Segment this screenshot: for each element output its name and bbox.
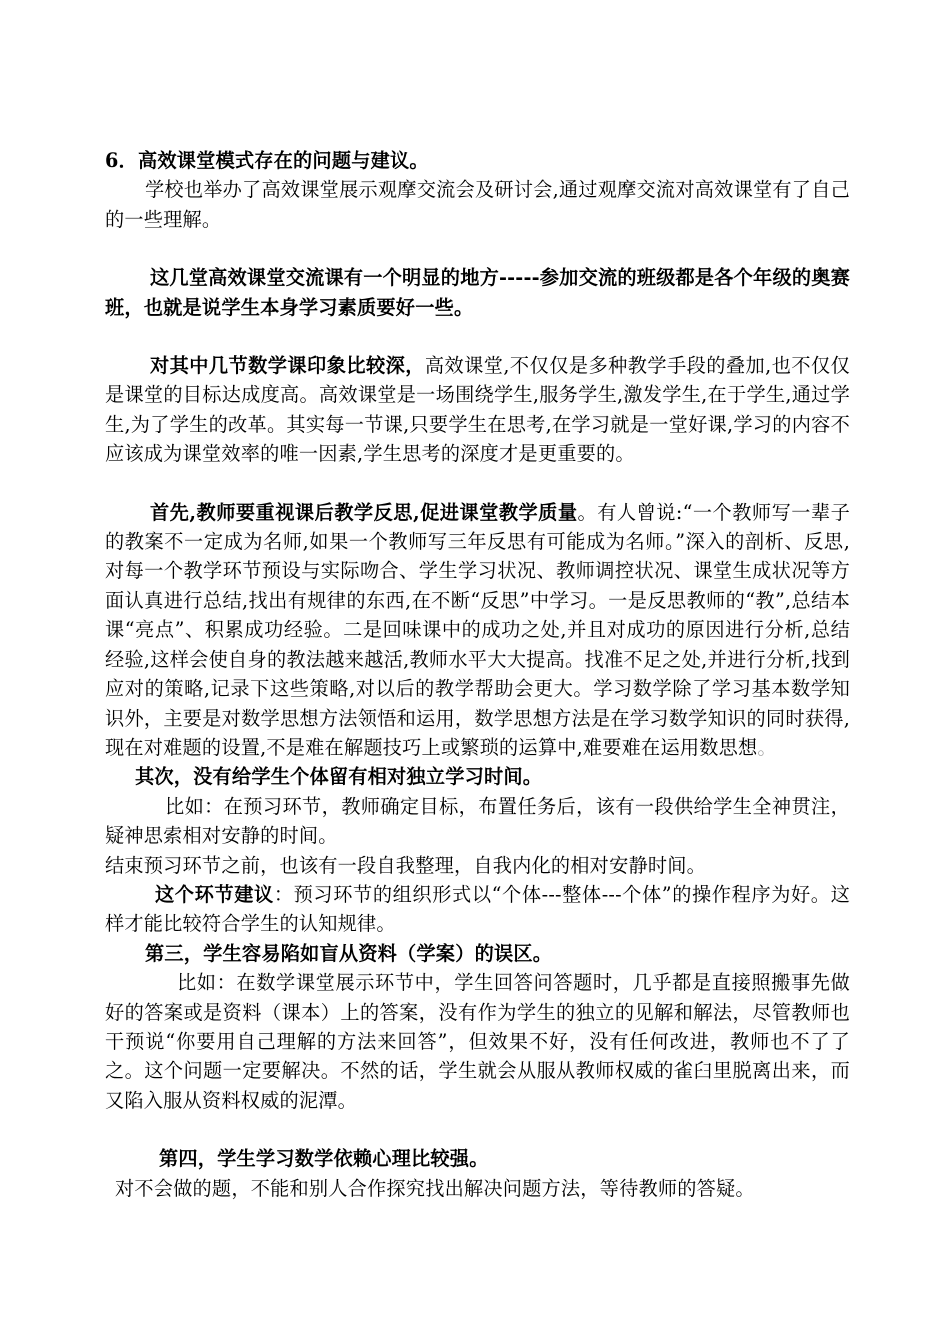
paragraph-lead: 对其中几节数学课印象比较深， xyxy=(150,354,425,378)
paragraph-example-preview: 比如：在预习环节，教师确定目标，布置任务后，该有一段供给学生全神贯注，疑神思索相对安静的时间。 xyxy=(105,794,850,848)
paragraph-body: ：预习环节的组织形式以“个体---整体---个体”的操作程序为好。这样才能比较符合学生的认知规律。 xyxy=(105,882,850,936)
paragraph-math-impression xyxy=(105,351,850,469)
paragraph-body: 高效课堂,不仅仅是多种教学手段的叠加,也不仅仅是课堂的目标达成度高。高效课堂是一场围绕学生,服务学生,激发学生,在于学生,通过学生,为了学生的改革。其实每一节课,只要学生在思考,在学习就是一堂好课,学习的内容不应该成为课堂效率的唯一因素,学生思考的深度才是更重要的。 xyxy=(105,354,850,466)
paragraph-gap xyxy=(105,322,850,351)
paragraph-lead: 首先,教师要重视课后教学反思,促进课堂教学质量 xyxy=(150,500,578,524)
paragraph-gap xyxy=(105,1115,850,1144)
paragraph-body: 。有人曾说:“一个教师写一辈子的教案不一定成为名师,如果一个教师写三年反思有可能成为名师。”深入的剖析、反思,对每一个教学环节预设与实际吻合、学生学习状况、教师调控状况、课堂生成状况等方面认真进行总结,找出有规律的东西,在不断“反思”中学习。一是反思教师的“教”,总结本课“亮点”、积累成功经验。二是回味课中的成功之处,并且对成功的原因进行分析,总结经验,这样会使自身的教法越来越活,教师水平大大提高。找准不足之处,并进行分析,找到应对的策略,记录下这些策略,对以后的教学帮助会更大。学习数学除了学习基本数学知识外，主要是对数学思想方法领悟和运用，数学思想方法是在学习数学知识的同时获得,现在对难题的设置,不是难在解题技巧上或繁琐的运算中,难要难在运用数思想 xyxy=(105,500,850,759)
paragraph-third-point: 第三，学生容易陷如盲从资料（学案）的误区。 xyxy=(145,941,553,965)
section-heading: 6．高效课堂模式存在的问题与建议。 xyxy=(105,149,429,172)
paragraph-end-mark: 。 xyxy=(757,735,777,759)
paragraph-end-preview: 结束预习环节之前，也该有一段自我整理，自我内化的相对安静时间。 xyxy=(105,853,707,877)
paragraph-fourth-point: 第四，学生学习数学依赖心理比较强。 xyxy=(159,1147,489,1171)
paragraph-gap xyxy=(105,234,850,263)
paragraph-intro: 学校也举办了高效课堂展示观摩交流会及研讨会,通过观摩交流对高效课堂有了自己的一些理解。 xyxy=(105,178,850,231)
paragraph-dependency: 对不会做的题，不能和别人合作探究找出解决问题方法，等待教师的答疑。 xyxy=(115,1176,755,1200)
paragraph-reflection xyxy=(105,498,850,763)
paragraph-suggestion xyxy=(105,880,850,939)
paragraph-gap xyxy=(105,469,850,498)
paragraph-lead: 这个环节建议 xyxy=(155,882,274,906)
paragraph-example-display: 比如：在数学课堂展示环节中，学生回答问答题时，几乎都是直接照搬事先做好的答案或是资料（课本）上的答案，没有作为学生的独立的见解和解法，尽管教师也干预说“你要用自己理解的方法来回答”，但效果不好，没有任何改进，教师也不了了之。这个问题一定要解决。不然的话，学生就会从服从教师权威的雀臼里脱离出来，而又陷入服从资料权威的泥潭。 xyxy=(105,971,850,1112)
paragraph-second-point: 其次，没有给学生个体留有相对独立学习时间。 xyxy=(135,765,543,789)
paragraph-observation: 这几堂高效课堂交流课有一个明显的地方-----参加交流的班级都是各个年级的奥赛班，也就是说学生本身学习素质要好一些。 xyxy=(105,266,850,319)
